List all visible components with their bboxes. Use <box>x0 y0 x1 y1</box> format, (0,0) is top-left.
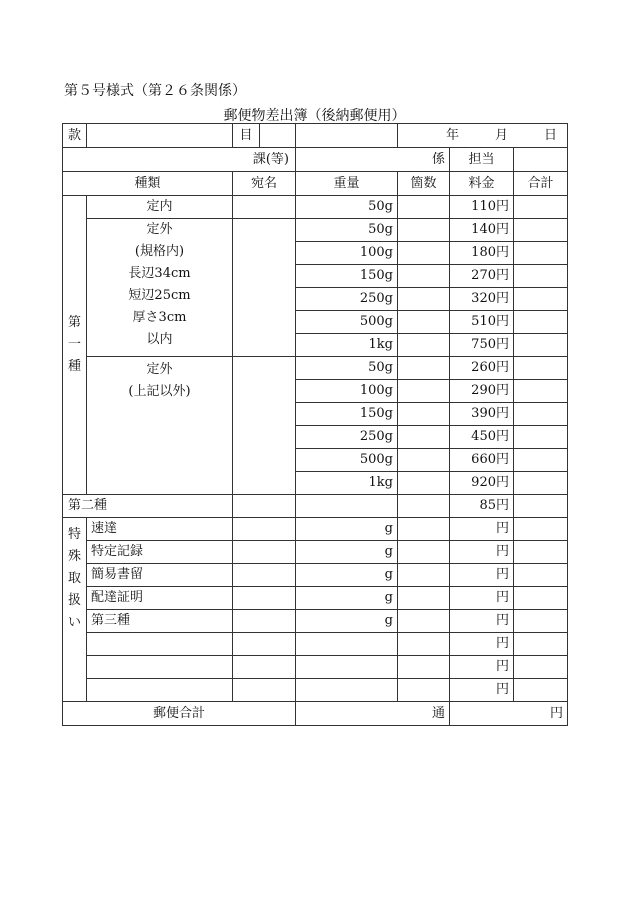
address-cell[interactable] <box>233 656 296 679</box>
weight-cell: 1kg <box>296 472 398 495</box>
fee-cell: 円 <box>450 587 514 610</box>
col-weight: 重量 <box>296 172 398 196</box>
address-cell[interactable] <box>233 541 296 564</box>
col-fee: 料金 <box>450 172 514 196</box>
address-cell[interactable] <box>233 495 296 518</box>
total-cell[interactable] <box>514 610 568 633</box>
count-cell[interactable] <box>398 219 450 242</box>
kan-label: 款 <box>63 124 87 148</box>
count-cell[interactable] <box>398 587 450 610</box>
weight-cell: 250g <box>296 288 398 311</box>
document-title: 郵便物差出簿（後納郵便用） <box>223 108 406 124</box>
total-cell[interactable] <box>514 288 568 311</box>
yen-unit: 円 <box>549 706 563 721</box>
total-cell[interactable] <box>514 679 568 702</box>
weight-cell[interactable] <box>296 679 398 702</box>
fee-cell: 110円 <box>450 196 514 219</box>
address-cell[interactable] <box>233 357 296 495</box>
weight-cell[interactable] <box>296 495 398 518</box>
special-item-name: 簡易書留 <box>87 564 233 587</box>
form-number: 第５号様式（第２６条関係） <box>64 83 246 99</box>
total-cell[interactable] <box>514 403 568 426</box>
total-cell[interactable] <box>514 334 568 357</box>
first-class-label: 第 一 種 <box>63 196 87 495</box>
count-cell[interactable] <box>398 449 450 472</box>
total-yen-cell[interactable] <box>450 702 568 726</box>
address-cell[interactable] <box>233 633 296 656</box>
address-cell[interactable] <box>233 518 296 541</box>
weight-cell[interactable] <box>296 656 398 679</box>
special-item-name[interactable] <box>87 679 233 702</box>
count-cell[interactable] <box>398 633 450 656</box>
weight-cell: 50g <box>296 196 398 219</box>
count-cell[interactable] <box>398 288 450 311</box>
count-cell[interactable] <box>398 380 450 403</box>
weight-cell: g <box>296 610 398 633</box>
fee-cell: 円 <box>450 610 514 633</box>
total-cell[interactable] <box>514 219 568 242</box>
fee-cell: 円 <box>450 541 514 564</box>
weight-cell: 50g <box>296 219 398 242</box>
fee-cell: 450円 <box>450 426 514 449</box>
address-cell[interactable] <box>233 587 296 610</box>
col-address: 宛名 <box>233 172 296 196</box>
special-item-name: 第三種 <box>87 610 233 633</box>
total-cell[interactable] <box>514 449 568 472</box>
tanto-field[interactable] <box>514 148 568 172</box>
special-row <box>63 610 568 633</box>
teigai-kikaku-label: 定外 (規格内) 長辺34cm 短辺25cm 厚さ3cm 以内 <box>87 219 233 357</box>
count-cell[interactable] <box>398 679 450 702</box>
fee-cell: 85円 <box>450 495 514 518</box>
address-cell[interactable] <box>233 196 296 219</box>
fee-cell: 290円 <box>450 380 514 403</box>
second-class-label: 第二種 <box>63 495 233 518</box>
total-cell[interactable] <box>514 633 568 656</box>
kan-field[interactable] <box>87 124 233 148</box>
count-cell[interactable] <box>398 357 450 380</box>
col-count: 箇数 <box>398 172 450 196</box>
fee-cell: 円 <box>450 564 514 587</box>
weight-cell: 100g <box>296 242 398 265</box>
weight-cell: 1kg <box>296 334 398 357</box>
kakari-label: 係 <box>431 152 445 167</box>
special-row <box>63 656 568 679</box>
postal-total-row <box>63 702 568 726</box>
fee-cell: 390円 <box>450 403 514 426</box>
fee-cell: 270円 <box>450 265 514 288</box>
count-cell[interactable] <box>398 564 450 587</box>
count-cell[interactable] <box>398 196 450 219</box>
weight-cell: g <box>296 541 398 564</box>
special-row <box>63 518 568 541</box>
account-row <box>63 124 568 148</box>
column-header-row <box>63 172 568 196</box>
special-row <box>63 633 568 656</box>
special-item-name: 特定記録 <box>87 541 233 564</box>
teigai-other-row <box>63 357 568 380</box>
moku-cell <box>233 124 296 148</box>
total-cell[interactable] <box>514 472 568 495</box>
total-cell[interactable] <box>514 265 568 288</box>
teinai-label: 定内 <box>87 196 233 219</box>
fee-cell: 円 <box>450 633 514 656</box>
ka-label: 課(等) <box>252 152 289 167</box>
count-cell[interactable] <box>398 610 450 633</box>
fee-cell: 660円 <box>450 449 514 472</box>
weight-cell: 500g <box>296 311 398 334</box>
special-handling-label: 特 殊 取 扱 い <box>63 518 87 702</box>
address-cell[interactable] <box>233 610 296 633</box>
fee-cell: 180円 <box>450 242 514 265</box>
col-total: 合計 <box>514 172 568 196</box>
fee-cell: 510円 <box>450 311 514 334</box>
fee-cell: 260円 <box>450 357 514 380</box>
count-unit: 通 <box>431 706 445 721</box>
total-cell[interactable] <box>514 541 568 564</box>
total-cell[interactable] <box>514 357 568 380</box>
moku-label: 目 <box>233 124 260 147</box>
date-field[interactable] <box>398 124 568 148</box>
total-cell[interactable] <box>514 564 568 587</box>
day-label: 日 <box>543 128 557 143</box>
count-cell[interactable] <box>398 518 450 541</box>
postal-total-label: 郵便合計 <box>63 702 296 726</box>
weight-cell: 250g <box>296 426 398 449</box>
count-cell[interactable] <box>398 495 450 518</box>
ka-cell[interactable] <box>63 148 296 172</box>
mail-ledger-table <box>62 123 568 726</box>
weight-cell: 100g <box>296 380 398 403</box>
fee-cell: 円 <box>450 656 514 679</box>
teinai-row <box>63 196 568 219</box>
count-cell[interactable] <box>398 656 450 679</box>
weight-cell: g <box>296 587 398 610</box>
department-row <box>63 148 568 172</box>
total-cell[interactable] <box>514 426 568 449</box>
weight-cell: g <box>296 564 398 587</box>
weight-cell: 150g <box>296 265 398 288</box>
count-cell[interactable] <box>398 242 450 265</box>
address-cell[interactable] <box>233 679 296 702</box>
total-cell[interactable] <box>514 380 568 403</box>
teigai-other-label: 定外 (上記以外) <box>87 357 233 495</box>
count-cell[interactable] <box>398 334 450 357</box>
special-item-name: 配達証明 <box>87 587 233 610</box>
special-row <box>63 587 568 610</box>
total-cell[interactable] <box>514 242 568 265</box>
special-row <box>63 679 568 702</box>
special-item-name[interactable] <box>87 656 233 679</box>
special-item-name: 速達 <box>87 518 233 541</box>
weight-cell: 150g <box>296 403 398 426</box>
address-cell[interactable] <box>233 564 296 587</box>
fee-cell: 140円 <box>450 219 514 242</box>
count-cell[interactable] <box>398 311 450 334</box>
second-class-row <box>63 495 568 518</box>
year-label: 年 <box>445 128 459 143</box>
fee-cell: 円 <box>450 518 514 541</box>
address-cell[interactable] <box>233 219 296 357</box>
month-label: 月 <box>494 128 508 143</box>
count-cell[interactable] <box>398 541 450 564</box>
weight-cell: 500g <box>296 449 398 472</box>
fee-cell: 920円 <box>450 472 514 495</box>
weight-cell[interactable] <box>296 633 398 656</box>
total-count-cell[interactable] <box>296 702 450 726</box>
total-cell[interactable] <box>514 196 568 219</box>
special-row <box>63 541 568 564</box>
weight-cell: 50g <box>296 357 398 380</box>
total-cell[interactable] <box>514 518 568 541</box>
total-cell[interactable] <box>514 656 568 679</box>
count-cell[interactable] <box>398 265 450 288</box>
col-type: 種類 <box>63 172 233 196</box>
total-cell[interactable] <box>514 587 568 610</box>
tanto-label: 担当 <box>450 148 514 172</box>
count-cell[interactable] <box>398 403 450 426</box>
moku-field[interactable] <box>260 124 295 147</box>
total-cell[interactable] <box>514 311 568 334</box>
special-item-name[interactable] <box>87 633 233 656</box>
fee-cell: 320円 <box>450 288 514 311</box>
kakari-cell[interactable] <box>296 148 450 172</box>
teigai-kikaku-row <box>63 219 568 242</box>
fee-cell: 750円 <box>450 334 514 357</box>
weight-cell: g <box>296 518 398 541</box>
count-cell[interactable] <box>398 472 450 495</box>
special-row <box>63 564 568 587</box>
fee-cell: 円 <box>450 679 514 702</box>
moku-field-2[interactable] <box>296 124 398 148</box>
count-cell[interactable] <box>398 426 450 449</box>
total-cell[interactable] <box>514 495 568 518</box>
